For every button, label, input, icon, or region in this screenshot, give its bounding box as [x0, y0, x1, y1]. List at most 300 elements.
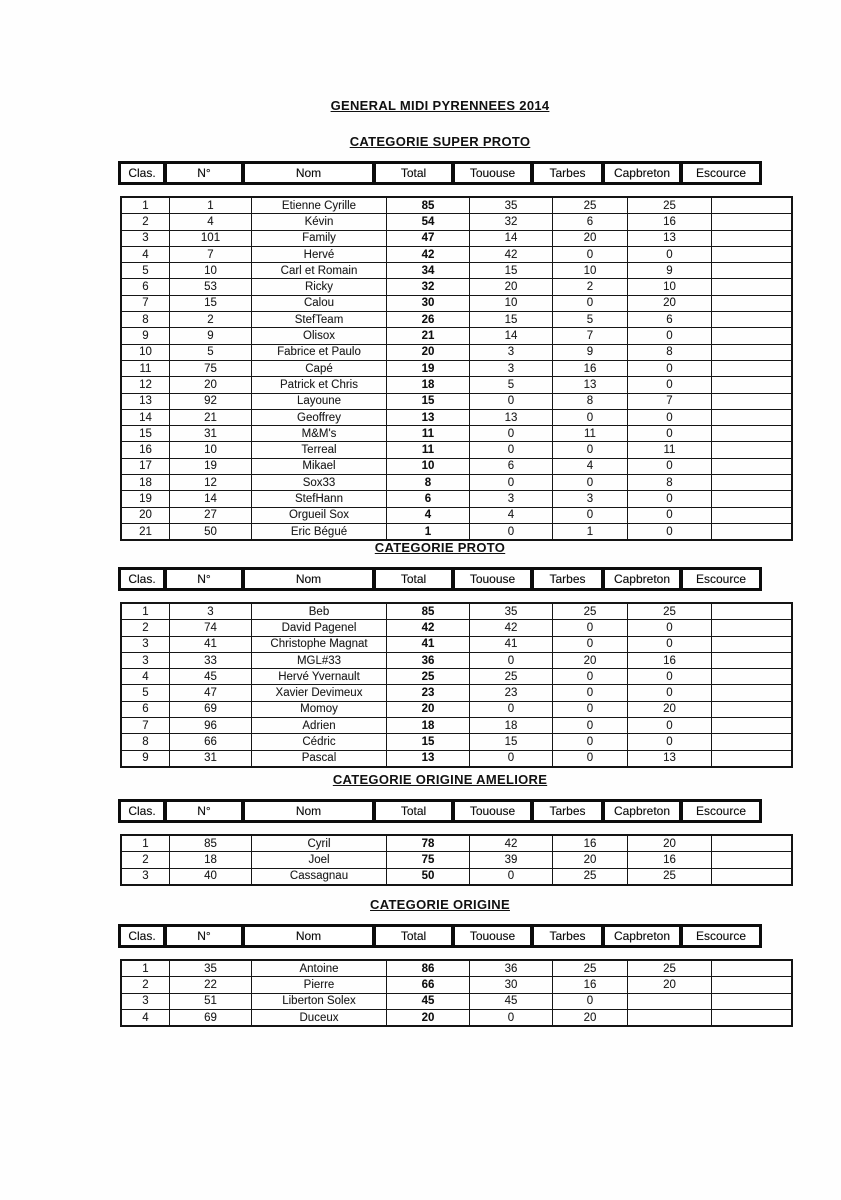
cell-escource	[712, 426, 793, 442]
cell-capbreton: 6	[628, 312, 712, 328]
cell-escource	[712, 977, 793, 993]
cell-tarbes: 0	[553, 685, 628, 701]
cell-clas: 1	[121, 197, 170, 214]
cell-capbreton: 0	[628, 328, 712, 344]
cell-nom: Christophe Magnat	[252, 636, 387, 652]
cell-escource	[712, 409, 793, 425]
cell-nom: Kévin	[252, 214, 387, 230]
column-header-num: N°	[167, 927, 241, 945]
cell-capbreton: 0	[628, 669, 712, 685]
cell-nom: Olisox	[252, 328, 387, 344]
cell-tarbes: 16	[553, 977, 628, 993]
cell-escource	[712, 458, 793, 474]
cell-escource	[712, 377, 793, 393]
cell-clas: 11	[121, 360, 170, 376]
table-row	[121, 507, 792, 523]
cell-num: 18	[170, 852, 252, 868]
cell-tarbes: 8	[553, 393, 628, 409]
cell-escource	[712, 442, 793, 458]
cell-nom: Hervé Yvernault	[252, 669, 387, 685]
cell-tarbes: 16	[553, 835, 628, 852]
cell-tarbes: 0	[553, 295, 628, 311]
cell-num: 31	[170, 750, 252, 767]
cell-capbreton: 20	[628, 835, 712, 852]
cell-escource	[712, 620, 793, 636]
cell-escource	[712, 993, 793, 1009]
cell-capbreton: 25	[628, 197, 712, 214]
cell-num: 47	[170, 685, 252, 701]
table-row	[121, 977, 792, 993]
cell-capbreton: 25	[628, 868, 712, 885]
cell-capbreton	[628, 993, 712, 1009]
cell-escource	[712, 960, 793, 977]
cell-num: 19	[170, 458, 252, 474]
table-row	[121, 328, 792, 344]
table-row	[121, 852, 792, 868]
table-row	[121, 960, 792, 977]
column-header-clas: Clas.	[121, 164, 163, 182]
cell-escource	[712, 701, 793, 717]
cell-escource	[712, 868, 793, 885]
cell-tarbes: 0	[553, 636, 628, 652]
cell-tarbes: 0	[553, 442, 628, 458]
cell-total: 13	[387, 750, 470, 767]
table-row	[121, 197, 792, 214]
table-row	[121, 491, 792, 507]
cell-escource	[712, 312, 793, 328]
cell-tarbes: 0	[553, 507, 628, 523]
cell-capbreton: 11	[628, 442, 712, 458]
table-row	[121, 312, 792, 328]
cell-clas: 12	[121, 377, 170, 393]
cell-total: 18	[387, 377, 470, 393]
category-section-proto	[0, 540, 841, 768]
cell-clas: 5	[121, 685, 170, 701]
cell-capbreton: 20	[628, 977, 712, 993]
cell-clas: 2	[121, 852, 170, 868]
results-table	[120, 959, 793, 1027]
cell-tarbes: 10	[553, 263, 628, 279]
cell-escource	[712, 295, 793, 311]
cell-num: 10	[170, 263, 252, 279]
table-row	[121, 360, 792, 376]
cell-nom: Orgueil Sox	[252, 507, 387, 523]
cell-total: 13	[387, 409, 470, 425]
category-title: CATEGORIE ORIGINE	[370, 897, 510, 912]
column-header-tououse: Tououse	[455, 570, 530, 588]
cell-total: 8	[387, 475, 470, 491]
cell-total: 78	[387, 835, 470, 852]
cell-clas: 10	[121, 344, 170, 360]
table-row	[121, 652, 792, 668]
cell-tououse: 36	[470, 960, 553, 977]
cell-total: 1	[387, 523, 470, 540]
table-row	[121, 279, 792, 295]
cell-clas: 1	[121, 603, 170, 620]
cell-num: 50	[170, 523, 252, 540]
cell-capbreton: 16	[628, 852, 712, 868]
cell-clas: 21	[121, 523, 170, 540]
table-row	[121, 603, 792, 620]
cell-clas: 6	[121, 701, 170, 717]
cell-escource	[712, 279, 793, 295]
column-header-escource: Escource	[683, 164, 759, 182]
column-header-escource: Escource	[683, 802, 759, 820]
cell-num: 3	[170, 603, 252, 620]
cell-tarbes: 13	[553, 377, 628, 393]
cell-escource	[712, 669, 793, 685]
cell-total: 4	[387, 507, 470, 523]
column-header-clas: Clas.	[121, 570, 163, 588]
table-row	[121, 718, 792, 734]
cell-total: 25	[387, 669, 470, 685]
cell-nom: Antoine	[252, 960, 387, 977]
cell-clas: 7	[121, 295, 170, 311]
cell-total: 86	[387, 960, 470, 977]
table-row	[121, 750, 792, 767]
cell-tarbes: 20	[553, 852, 628, 868]
cell-num: 75	[170, 360, 252, 376]
table-row	[121, 868, 792, 885]
table-row	[121, 214, 792, 230]
cell-nom: Eric Bégué	[252, 523, 387, 540]
cell-escource	[712, 685, 793, 701]
cell-num: 33	[170, 652, 252, 668]
cell-total: 54	[387, 214, 470, 230]
table-row	[121, 734, 792, 750]
cell-total: 36	[387, 652, 470, 668]
cell-clas: 19	[121, 491, 170, 507]
cell-tououse: 14	[470, 328, 553, 344]
cell-tououse: 35	[470, 197, 553, 214]
table-row	[121, 263, 792, 279]
table-row	[121, 993, 792, 1009]
cell-nom: Family	[252, 230, 387, 246]
cell-tarbes: 0	[553, 701, 628, 717]
cell-tououse: 23	[470, 685, 553, 701]
cell-tououse: 42	[470, 620, 553, 636]
cell-nom: Momoy	[252, 701, 387, 717]
cell-escource	[712, 197, 793, 214]
cell-escource	[712, 214, 793, 230]
column-header-clas: Clas.	[121, 802, 163, 820]
cell-escource	[712, 507, 793, 523]
cell-escource	[712, 523, 793, 540]
cell-num: 66	[170, 734, 252, 750]
cell-nom: Sox33	[252, 475, 387, 491]
cell-total: 6	[387, 491, 470, 507]
cell-tarbes: 0	[553, 993, 628, 1009]
cell-tarbes: 0	[553, 620, 628, 636]
cell-tououse: 13	[470, 409, 553, 425]
cell-escource	[712, 1009, 793, 1026]
column-header-tarbes: Tarbes	[534, 802, 601, 820]
category-section-origine	[0, 897, 841, 1027]
cell-total: 32	[387, 279, 470, 295]
cell-clas: 6	[121, 279, 170, 295]
cell-num: 40	[170, 868, 252, 885]
cell-total: 42	[387, 246, 470, 262]
column-header-nom: Nom	[245, 164, 372, 182]
cell-num: 12	[170, 475, 252, 491]
cell-tououse: 35	[470, 603, 553, 620]
cell-num: 1	[170, 197, 252, 214]
cell-tououse: 5	[470, 377, 553, 393]
category-section-super-proto	[0, 134, 841, 541]
category-section-origine-ameliore	[0, 772, 841, 886]
cell-total: 26	[387, 312, 470, 328]
cell-tarbes: 9	[553, 344, 628, 360]
cell-capbreton: 20	[628, 701, 712, 717]
cell-clas: 4	[121, 1009, 170, 1026]
table-row	[121, 409, 792, 425]
column-header-total: Total	[376, 164, 451, 182]
cell-tarbes: 0	[553, 475, 628, 491]
cell-tououse: 42	[470, 246, 553, 262]
cell-tarbes: 16	[553, 360, 628, 376]
cell-nom: M&M's	[252, 426, 387, 442]
cell-capbreton: 0	[628, 685, 712, 701]
cell-nom: Terreal	[252, 442, 387, 458]
cell-total: 19	[387, 360, 470, 376]
cell-num: 7	[170, 246, 252, 262]
table-row	[121, 458, 792, 474]
cell-nom: StefTeam	[252, 312, 387, 328]
cell-nom: Geoffrey	[252, 409, 387, 425]
column-header-capbreton: Capbreton	[605, 927, 679, 945]
cell-clas: 3	[121, 993, 170, 1009]
cell-capbreton: 0	[628, 426, 712, 442]
cell-tououse: 0	[470, 868, 553, 885]
cell-num: 9	[170, 328, 252, 344]
cell-total: 23	[387, 685, 470, 701]
results-table	[120, 834, 793, 886]
cell-capbreton: 25	[628, 960, 712, 977]
cell-num: 22	[170, 977, 252, 993]
cell-tarbes: 0	[553, 718, 628, 734]
cell-tououse: 0	[470, 1009, 553, 1026]
cell-capbreton: 0	[628, 458, 712, 474]
column-header-row	[118, 924, 762, 948]
cell-tarbes: 20	[553, 1009, 628, 1026]
cell-clas: 7	[121, 718, 170, 734]
cell-total: 30	[387, 295, 470, 311]
cell-tarbes: 0	[553, 246, 628, 262]
cell-clas: 1	[121, 835, 170, 852]
table-row	[121, 701, 792, 717]
cell-tououse: 0	[470, 426, 553, 442]
cell-tarbes: 1	[553, 523, 628, 540]
cell-tououse: 10	[470, 295, 553, 311]
cell-escource	[712, 491, 793, 507]
cell-nom: MGL#33	[252, 652, 387, 668]
cell-nom: Liberton Solex	[252, 993, 387, 1009]
cell-tarbes: 25	[553, 868, 628, 885]
cell-capbreton: 20	[628, 295, 712, 311]
cell-clas: 9	[121, 328, 170, 344]
cell-escource	[712, 263, 793, 279]
cell-clas: 20	[121, 507, 170, 523]
cell-clas: 3	[121, 652, 170, 668]
cell-total: 47	[387, 230, 470, 246]
table-row	[121, 685, 792, 701]
category-title: CATEGORIE ORIGINE AMELIORE	[332, 772, 548, 787]
cell-tououse: 30	[470, 977, 553, 993]
cell-tarbes: 11	[553, 426, 628, 442]
cell-nom: Cassagnau	[252, 868, 387, 885]
cell-tarbes: 25	[553, 603, 628, 620]
cell-nom: Duceux	[252, 1009, 387, 1026]
column-header-clas: Clas.	[121, 927, 163, 945]
cell-capbreton: 16	[628, 652, 712, 668]
column-header-tarbes: Tarbes	[534, 570, 601, 588]
cell-tarbes: 20	[553, 652, 628, 668]
cell-escource	[712, 246, 793, 262]
page-title: GENERAL MIDI PYRENNEES 2014	[330, 98, 550, 113]
cell-capbreton: 0	[628, 409, 712, 425]
cell-tououse: 0	[470, 442, 553, 458]
column-header-total: Total	[376, 927, 451, 945]
cell-nom: StefHann	[252, 491, 387, 507]
category-title: CATEGORIE PROTO	[374, 540, 506, 555]
column-header-tououse: Tououse	[455, 802, 530, 820]
column-header-row	[118, 799, 762, 823]
cell-tououse: 3	[470, 491, 553, 507]
cell-nom: Ricky	[252, 279, 387, 295]
cell-capbreton: 0	[628, 491, 712, 507]
cell-tarbes: 7	[553, 328, 628, 344]
cell-num: 41	[170, 636, 252, 652]
cell-clas: 1	[121, 960, 170, 977]
cell-tououse: 3	[470, 360, 553, 376]
cell-escource	[712, 718, 793, 734]
cell-tououse: 20	[470, 279, 553, 295]
cell-capbreton: 0	[628, 360, 712, 376]
cell-clas: 4	[121, 669, 170, 685]
cell-escource	[712, 734, 793, 750]
cell-clas: 15	[121, 426, 170, 442]
cell-clas: 16	[121, 442, 170, 458]
cell-total: 21	[387, 328, 470, 344]
cell-escource	[712, 230, 793, 246]
cell-clas: 2	[121, 620, 170, 636]
cell-tarbes: 0	[553, 750, 628, 767]
cell-tououse: 18	[470, 718, 553, 734]
cell-nom: Hervé	[252, 246, 387, 262]
cell-tououse: 14	[470, 230, 553, 246]
cell-clas: 2	[121, 977, 170, 993]
cell-num: 101	[170, 230, 252, 246]
cell-tououse: 0	[470, 393, 553, 409]
cell-total: 42	[387, 620, 470, 636]
table-row	[121, 442, 792, 458]
cell-num: 74	[170, 620, 252, 636]
cell-num: 35	[170, 960, 252, 977]
cell-tarbes: 5	[553, 312, 628, 328]
cell-nom: Joel	[252, 852, 387, 868]
cell-nom: Patrick et Chris	[252, 377, 387, 393]
column-header-capbreton: Capbreton	[605, 570, 679, 588]
cell-nom: Adrien	[252, 718, 387, 734]
cell-escource	[712, 652, 793, 668]
cell-clas: 3	[121, 636, 170, 652]
cell-nom: Pierre	[252, 977, 387, 993]
column-header-capbreton: Capbreton	[605, 164, 679, 182]
cell-num: 15	[170, 295, 252, 311]
column-header-row	[118, 567, 762, 591]
cell-escource	[712, 603, 793, 620]
cell-clas: 13	[121, 393, 170, 409]
cell-escource	[712, 750, 793, 767]
category-title: CATEGORIE SUPER PROTO	[349, 134, 531, 149]
table-row	[121, 230, 792, 246]
cell-nom: Pascal	[252, 750, 387, 767]
cell-nom: Fabrice et Paulo	[252, 344, 387, 360]
cell-tarbes: 20	[553, 230, 628, 246]
column-header-nom: Nom	[245, 802, 372, 820]
table-row	[121, 295, 792, 311]
column-header-num: N°	[167, 164, 241, 182]
cell-tououse: 0	[470, 750, 553, 767]
cell-clas: 2	[121, 214, 170, 230]
cell-capbreton: 0	[628, 507, 712, 523]
cell-total: 20	[387, 1009, 470, 1026]
cell-nom: Carl et Romain	[252, 263, 387, 279]
column-header-num: N°	[167, 570, 241, 588]
cell-capbreton: 0	[628, 523, 712, 540]
cell-tououse: 0	[470, 701, 553, 717]
cell-total: 85	[387, 603, 470, 620]
cell-capbreton: 13	[628, 230, 712, 246]
table-row	[121, 523, 792, 540]
cell-clas: 3	[121, 868, 170, 885]
column-header-escource: Escource	[683, 570, 759, 588]
column-header-num: N°	[167, 802, 241, 820]
column-header-tououse: Tououse	[455, 164, 530, 182]
cell-num: 51	[170, 993, 252, 1009]
cell-num: 53	[170, 279, 252, 295]
cell-tououse: 15	[470, 263, 553, 279]
cell-total: 66	[387, 977, 470, 993]
cell-escource	[712, 636, 793, 652]
cell-capbreton: 13	[628, 750, 712, 767]
cell-nom: David Pagenel	[252, 620, 387, 636]
cell-nom: Beb	[252, 603, 387, 620]
cell-total: 41	[387, 636, 470, 652]
cell-capbreton: 0	[628, 636, 712, 652]
results-table	[120, 602, 793, 768]
cell-escource	[712, 475, 793, 491]
cell-capbreton: 0	[628, 246, 712, 262]
cell-num: 92	[170, 393, 252, 409]
cell-escource	[712, 360, 793, 376]
cell-escource	[712, 393, 793, 409]
table-row	[121, 475, 792, 491]
table-row	[121, 669, 792, 685]
cell-tououse: 25	[470, 669, 553, 685]
cell-capbreton: 0	[628, 734, 712, 750]
cell-nom: Capé	[252, 360, 387, 376]
cell-total: 45	[387, 993, 470, 1009]
cell-clas: 18	[121, 475, 170, 491]
column-header-row	[118, 161, 762, 185]
cell-tououse: 39	[470, 852, 553, 868]
cell-tououse: 45	[470, 993, 553, 1009]
cell-num: 69	[170, 1009, 252, 1026]
cell-total: 34	[387, 263, 470, 279]
cell-capbreton: 9	[628, 263, 712, 279]
cell-capbreton	[628, 1009, 712, 1026]
